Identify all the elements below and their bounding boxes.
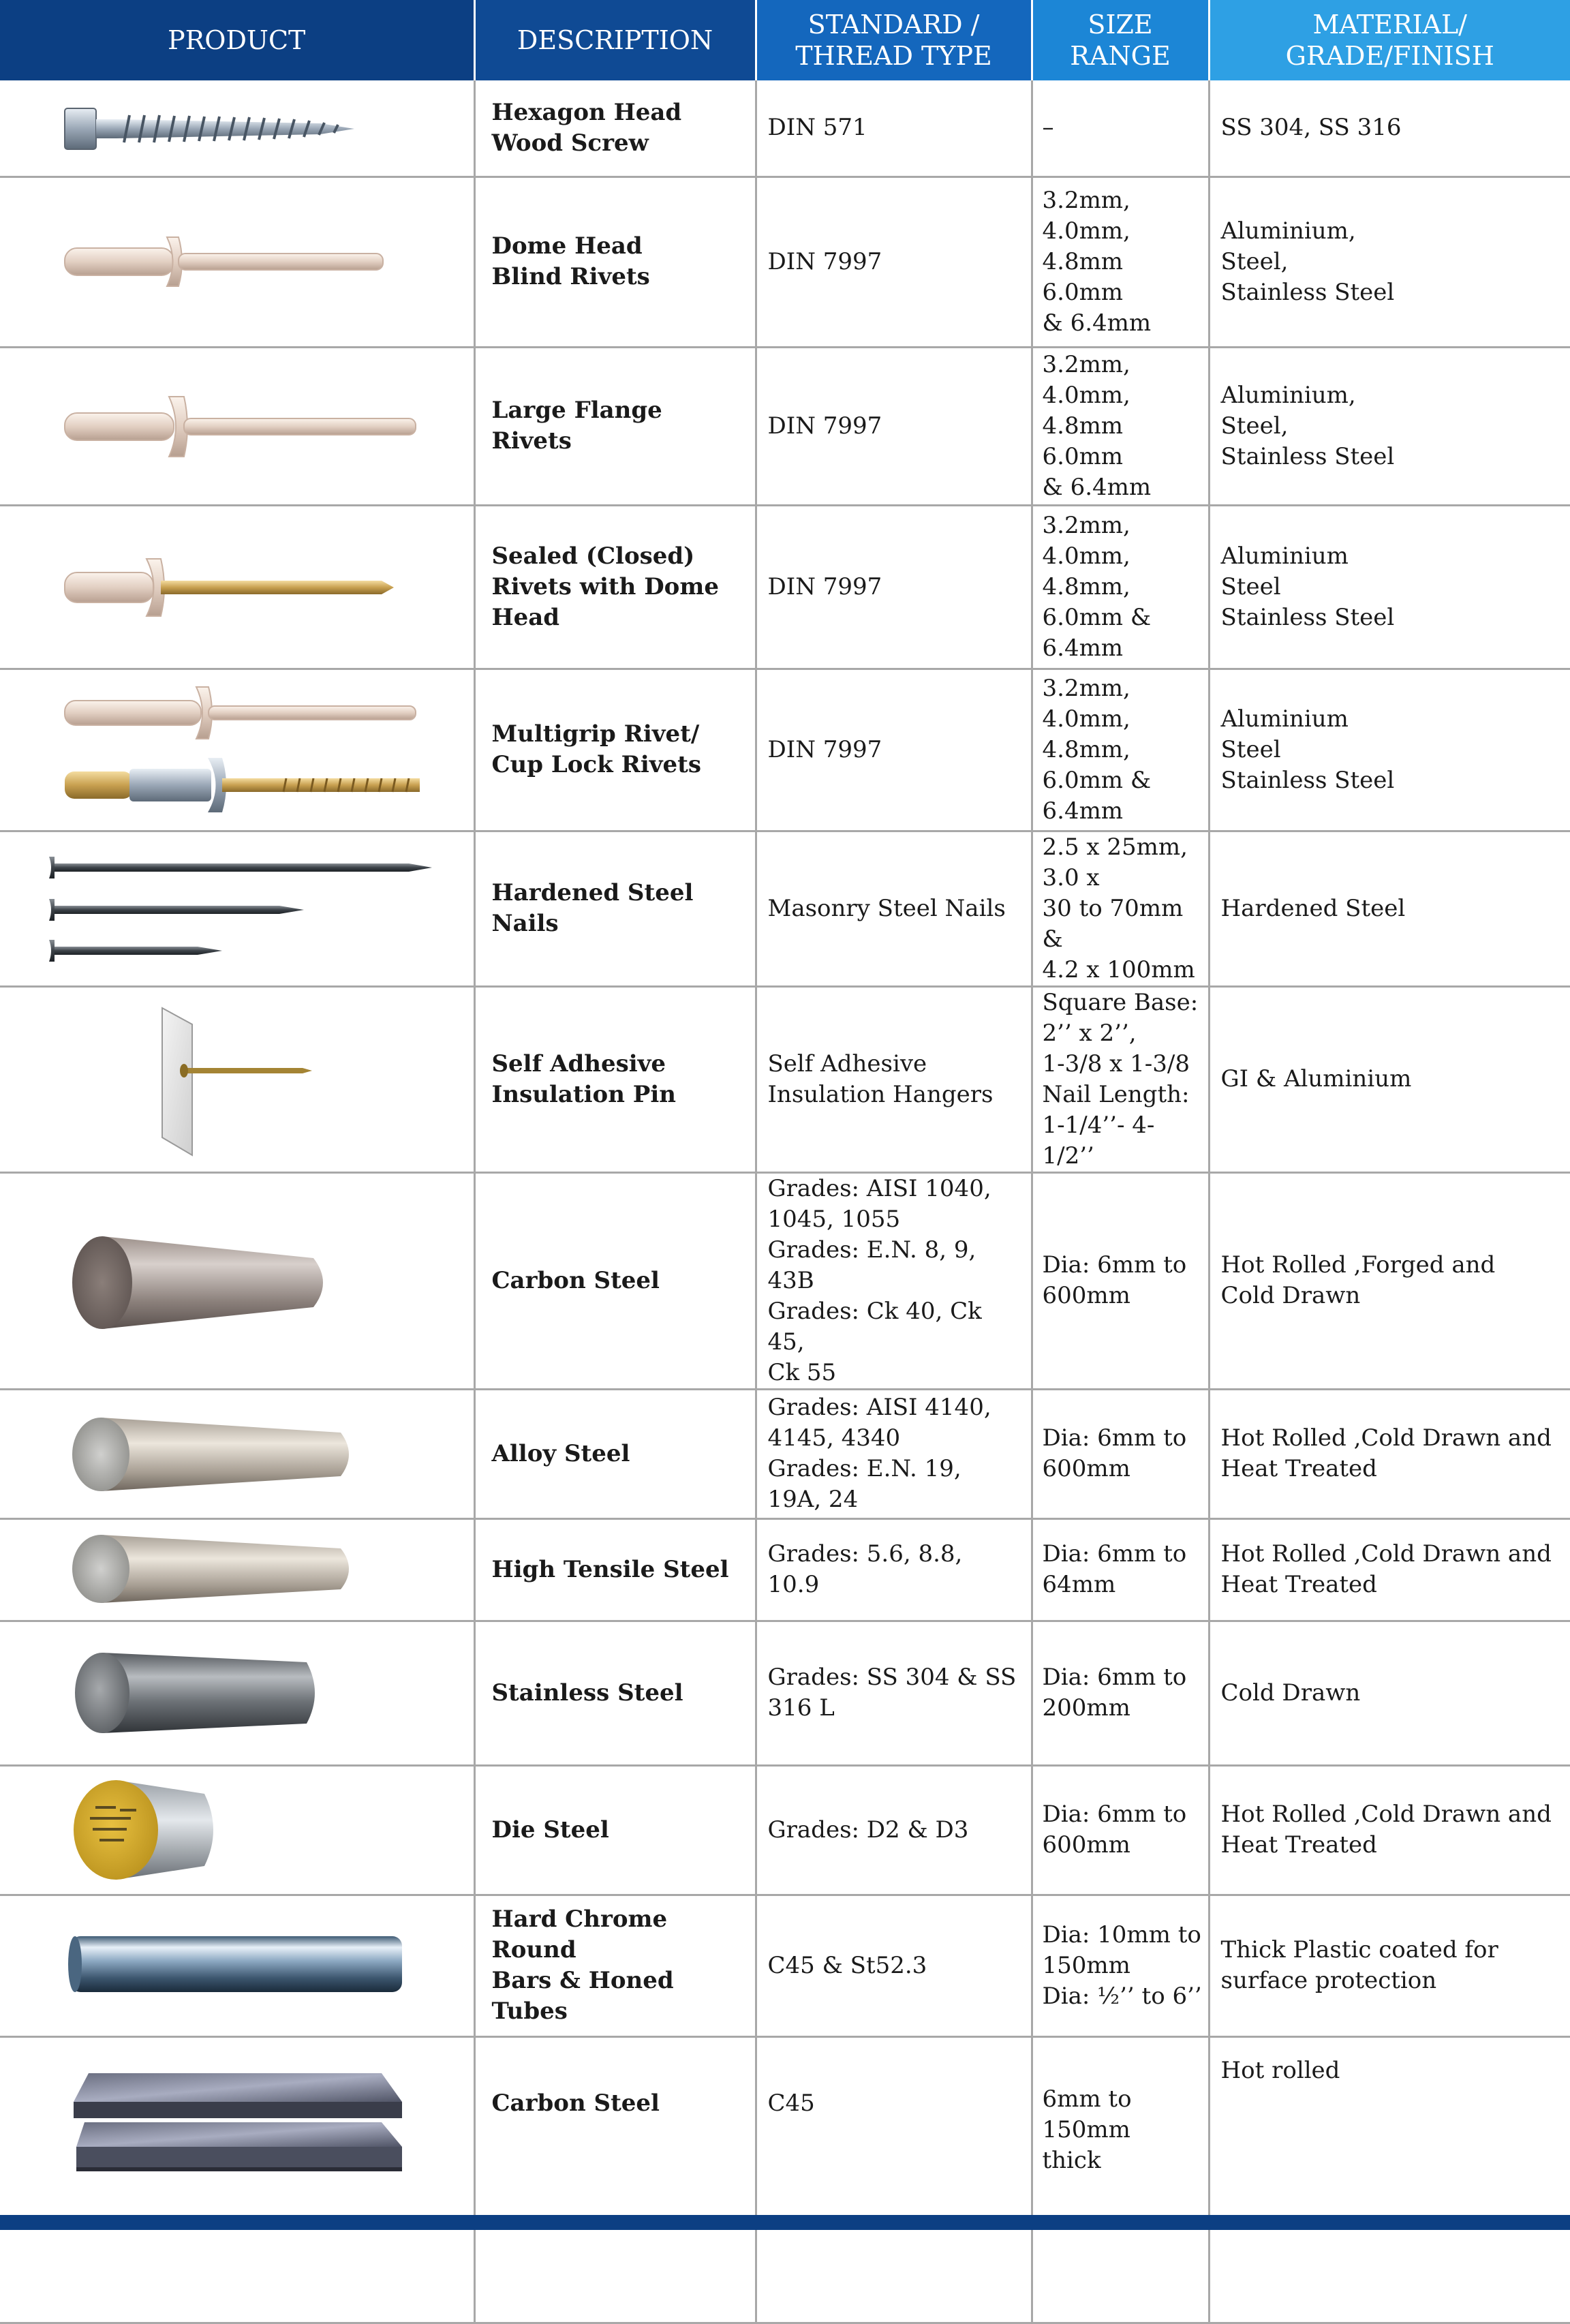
product-material: Aluminium Steel Stainless Steel	[1209, 505, 1570, 669]
chrome-round-bar-icon	[0, 1897, 474, 2034]
product-size: –	[1032, 80, 1209, 177]
product-image-cell	[0, 347, 474, 505]
carbon-steel-bar-icon	[0, 1202, 474, 1359]
carbon-steel-plate-icon	[0, 2038, 474, 2201]
product-image-cell	[0, 80, 474, 177]
sealed-rivet-icon	[0, 507, 474, 667]
product-description: Dome Head Blind Rivets	[474, 177, 756, 347]
product-material: SS 304, SS 316	[1209, 80, 1570, 177]
high-tensile-steel-bar-icon	[0, 1520, 474, 1619]
product-standard: Grades: AISI 1040, 1045, 1055 Grades: E.N. 8, 9, 43B Grades: Ck 40, Ck 45, Ck 55	[756, 1172, 1032, 1389]
product-material: Aluminium Steel Stainless Steel	[1209, 669, 1570, 831]
product-description: Carbon Steel	[474, 2036, 756, 2323]
table-row	[0, 986, 1570, 1172]
table-row	[0, 1765, 1570, 1895]
product-standard: Grades: 5.6, 8.8, 10.9	[756, 1518, 1032, 1621]
product-image-cell	[0, 1765, 474, 1895]
table-row	[0, 1172, 1570, 1389]
insulation-pin-icon	[0, 1001, 474, 1158]
product-material: Hot Rolled ,Forged and Cold Drawn	[1209, 1172, 1570, 1389]
product-description: Alloy Steel	[474, 1389, 756, 1518]
product-material: Cold Drawn	[1209, 1621, 1570, 1765]
header-material: MATERIAL/ GRADE/FINISH	[1209, 0, 1570, 80]
table-row	[0, 177, 1570, 347]
product-standard: C45 & St52.3	[756, 1895, 1032, 2036]
product-size: Square Base: 2’’ x 2’’, 1-3/8 x 1-3/8 Nail Length: 1-1/4’’- 4-1/2’’	[1032, 986, 1209, 1172]
product-standard: Self Adhesive Insulation Hangers	[756, 986, 1032, 1172]
product-size: 3.2mm, 4.0mm, 4.8mm, 6.0mm & 6.4mm	[1032, 505, 1209, 669]
table-header-row	[0, 0, 1570, 80]
die-steel-bar-icon	[0, 1767, 474, 1893]
header-standard: STANDARD / THREAD TYPE	[756, 0, 1032, 80]
product-size: 3.2mm, 4.0mm, 4.8mm, 6.0mm & 6.4mm	[1032, 669, 1209, 831]
product-image-cell	[0, 177, 474, 347]
product-size: Dia: 6mm to 600mm	[1032, 1765, 1209, 1895]
product-material: Hot Rolled ,Cold Drawn and Heat Treated	[1209, 1765, 1570, 1895]
product-standard: DIN 571	[756, 80, 1032, 177]
steel-nails-icon	[0, 844, 474, 973]
product-image-cell	[0, 1518, 474, 1621]
product-material: Aluminium, Steel, Stainless Steel	[1209, 347, 1570, 505]
product-material: Hot Rolled ,Cold Drawn and Heat Treated	[1209, 1518, 1570, 1621]
table-row	[0, 2036, 1570, 2323]
product-description: Self Adhesive Insulation Pin	[474, 986, 756, 1172]
product-size: Dia: 6mm to 200mm	[1032, 1621, 1209, 1765]
product-material: Hot rolled	[1209, 2036, 1570, 2323]
product-standard: C45	[756, 2036, 1032, 2323]
product-material: Hot Rolled ,Cold Drawn and Heat Treated	[1209, 1389, 1570, 1518]
product-standard: Masonry Steel Nails	[756, 831, 1032, 986]
product-standard: DIN 7997	[756, 505, 1032, 669]
product-image-cell	[0, 669, 474, 831]
product-size: Dia: 6mm to 600mm	[1032, 1172, 1209, 1389]
product-description: Multigrip Rivet/ Cup Lock Rivets	[474, 669, 756, 831]
product-image-cell	[0, 505, 474, 669]
table-row	[0, 1895, 1570, 2036]
product-material: Thick Plastic coated for surface protection	[1209, 1895, 1570, 2036]
product-standard: Grades: AISI 4140, 4145, 4340 Grades: E.N. 19, 19A, 24	[756, 1389, 1032, 1518]
product-description: High Tensile Steel	[474, 1518, 756, 1621]
product-description: Stainless Steel	[474, 1621, 756, 1765]
product-description: Sealed (Closed) Rivets with Dome Head	[474, 505, 756, 669]
large-flange-rivet-icon	[0, 349, 474, 503]
product-material: Hardened Steel	[1209, 831, 1570, 986]
dome-head-blind-rivet-icon	[0, 180, 474, 343]
product-description: Carbon Steel	[474, 1172, 756, 1389]
product-standard: DIN 7997	[756, 669, 1032, 831]
footer-bar	[0, 2215, 1570, 2230]
product-description: Large Flange Rivets	[474, 347, 756, 505]
product-size: Dia: 6mm to 600mm	[1032, 1389, 1209, 1518]
stainless-steel-bar-icon	[0, 1623, 474, 1763]
product-image-cell	[0, 1172, 474, 1389]
product-standard: Grades: D2 & D3	[756, 1765, 1032, 1895]
product-image-cell	[0, 2036, 474, 2323]
product-image-cell	[0, 986, 474, 1172]
header-product: PRODUCT	[0, 0, 474, 80]
product-size: 3.2mm, 4.0mm, 4.8mm 6.0mm & 6.4mm	[1032, 177, 1209, 347]
product-size: Dia: 10mm to 150mm Dia: ½’’ to 6’’	[1032, 1895, 1209, 2036]
table-row	[0, 347, 1570, 505]
product-size: 6mm to 150mm thick	[1032, 2036, 1209, 2323]
multigrip-rivet-icon	[0, 671, 474, 829]
product-description: Die Steel	[474, 1765, 756, 1895]
product-standard: DIN 7997	[756, 347, 1032, 505]
product-description: Hard Chrome Round Bars & Honed Tubes	[474, 1895, 756, 2036]
product-image-cell	[0, 1389, 474, 1518]
product-size: 2.5 x 25mm, 3.0 x 30 to 70mm & 4.2 x 100mm	[1032, 831, 1209, 986]
hex-head-wood-screw-icon	[0, 81, 474, 175]
product-size: Dia: 6mm to 64mm	[1032, 1518, 1209, 1621]
product-description: Hardened Steel Nails	[474, 831, 756, 986]
product-standard: Grades: SS 304 & SS 316 L	[756, 1621, 1032, 1765]
table-row	[0, 1389, 1570, 1518]
product-standard: DIN 7997	[756, 177, 1032, 347]
table-row	[0, 1518, 1570, 1621]
product-size: 3.2mm, 4.0mm, 4.8mm 6.0mm & 6.4mm	[1032, 347, 1209, 505]
table-row	[0, 1621, 1570, 1765]
table-row	[0, 669, 1570, 831]
product-image-cell	[0, 1895, 474, 2036]
header-size: SIZE RANGE	[1032, 0, 1209, 80]
alloy-steel-bar-icon	[0, 1390, 474, 1517]
table-row	[0, 80, 1570, 177]
product-material: Aluminium, Steel, Stainless Steel	[1209, 177, 1570, 347]
product-image-cell	[0, 831, 474, 986]
product-material: GI & Aluminium	[1209, 986, 1570, 1172]
header-description: DESCRIPTION	[474, 0, 756, 80]
table-row	[0, 505, 1570, 669]
product-image-cell	[0, 1621, 474, 1765]
table-row	[0, 831, 1570, 986]
product-description: Hexagon Head Wood Screw	[474, 80, 756, 177]
